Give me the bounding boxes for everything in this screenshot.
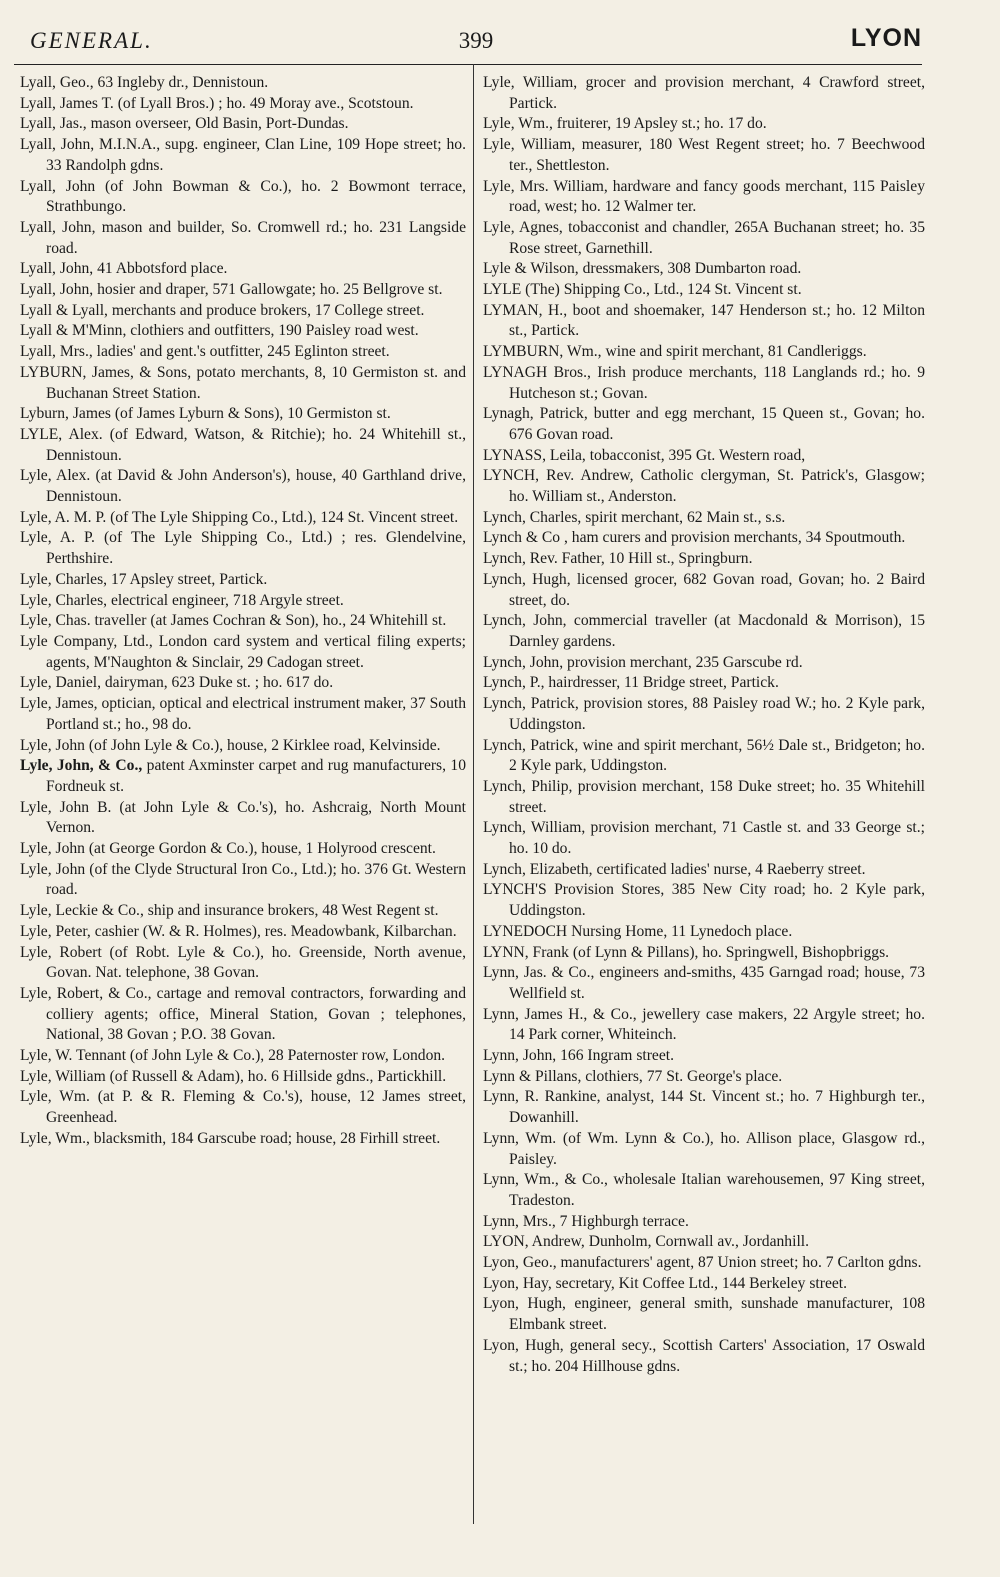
directory-entry xyxy=(20,259,466,280)
directory-entry xyxy=(483,694,925,735)
entry-text: Lyle, Alex. (at David & John Anderson's), house, 40 Garthland drive, Dennistoun. xyxy=(20,467,466,506)
entry-text: Lynch, Patrick, wine and spirit merchant, 56½ Dale st., Bridgeton; ho. 2 Kyle park, Uddingston. xyxy=(483,736,925,775)
entry-text: Lyle, Peter, cashier (W. & R. Holmes), res. Meadowbank, Kilbarchan. xyxy=(20,922,457,940)
entry-text: Lyle, Wm., fruiterer, 19 Apsley st.; ho. 17 do. xyxy=(483,115,767,133)
directory-entry xyxy=(483,1087,925,1128)
directory-entry xyxy=(20,114,466,135)
directory-entry xyxy=(483,963,925,1004)
directory-entry xyxy=(483,611,925,652)
directory-entry xyxy=(483,73,925,114)
entry-text: Lynn, Jas. & Co., engineers and-smiths, 435 Garngad road; house, 73 Wellfield st. xyxy=(483,964,925,1002)
entry-text: LYLE, Alex. (of Edward, Watson, & Ritchie); ho. 24 Whitehill st., Dennistoun. xyxy=(20,425,466,464)
directory-entry xyxy=(483,777,925,818)
directory-entry xyxy=(20,922,466,943)
directory-entry xyxy=(483,860,925,881)
directory-entry xyxy=(20,1129,466,1150)
entry-text: Lynn & Pillans, clothiers, 77 St. George's place. xyxy=(483,1067,783,1085)
entry-text: Lyle, Charles, 17 Apsley street, Partick. xyxy=(20,570,268,588)
entry-text: Lynn, John, 166 Ingram street. xyxy=(483,1047,674,1065)
directory-entry xyxy=(483,404,925,445)
header-section-title: GENERAL. xyxy=(30,28,153,53)
directory-entry xyxy=(20,611,466,632)
directory-entry xyxy=(20,1046,466,1067)
directory-entry xyxy=(483,653,925,674)
directory-entry xyxy=(20,673,466,694)
entry-text: Lyle, A. M. P. (of The Lyle Shipping Co., Ltd.), 124 St. Vincent street. xyxy=(20,508,459,526)
directory-entry xyxy=(20,528,466,569)
entry-text: Lynch, Philip, provision merchant, 158 Duke street; ho. 35 Whitehill street. xyxy=(483,777,925,816)
directory-entry xyxy=(483,1212,925,1233)
entry-text: Lyall, John, mason and builder, So. Cromwell rd.; ho. 231 Langside road. xyxy=(20,218,466,257)
directory-entry xyxy=(20,756,466,797)
entry-text: Lynch, Patrick, provision stores, 88 Paisley road W.; ho. 2 Kyle park, Uddingston. xyxy=(483,695,925,733)
entry-text: Lyall & Lyall, merchants and produce brokers, 17 College street. xyxy=(20,301,425,319)
directory-entry xyxy=(20,301,466,322)
entry-text: Lyle, Mrs. William, hardware and fancy goods merchant, 115 Paisley road, west; ho. 12 Walmer ter. xyxy=(483,177,925,216)
page-header xyxy=(30,22,922,62)
directory-entry xyxy=(20,404,466,425)
entry-text: Lyle, William, grocer and provision merchant, 4 Crawford street, Partick. xyxy=(483,74,925,112)
directory-entry xyxy=(483,1274,925,1295)
entry-text: LYNCH, Rev. Andrew, Catholic clergyman, St. Patrick's, Glasgow; ho. William st., Anderston. xyxy=(483,467,925,506)
header-rule xyxy=(14,64,922,65)
directory-entry xyxy=(483,259,925,280)
directory-entry xyxy=(483,1336,925,1377)
directory-entry xyxy=(483,1067,925,1088)
directory-entry xyxy=(20,363,466,404)
entry-text: Lyburn, James (of James Lyburn & Sons), 10 Germiston st. xyxy=(20,405,391,423)
directory-entry xyxy=(483,301,925,342)
entry-text: Lynch, William, provision merchant, 71 Castle st. and 33 George st.; ho. 10 do. xyxy=(483,819,925,858)
directory-entry xyxy=(20,1087,466,1128)
entry-text: Lyle, John (of John Lyle & Co.), house, 2 Kirklee road, Kelvinside. xyxy=(20,736,441,754)
left-column xyxy=(20,73,466,1150)
directory-entry xyxy=(483,673,925,694)
directory-entry xyxy=(483,446,925,467)
entry-text: Lyle, Leckie & Co., ship and insurance brokers, 48 West Regent st. xyxy=(20,902,439,920)
directory-entry xyxy=(20,425,466,466)
directory-entry xyxy=(20,901,466,922)
entry-text: Lyon, Hugh, general secy., Scottish Carters' Association, 17 Oswald st.; ho. 204 Hillhouse gdns. xyxy=(483,1336,925,1375)
entry-text: Lyle, Wm., blacksmith, 184 Garscube road; house, 28 Firhill street. xyxy=(20,1129,441,1147)
directory-entry xyxy=(483,880,925,921)
entry-text: Lynn, Wm. (of Wm. Lynn & Co.), ho. Allison place, Glasgow rd., Paisley. xyxy=(483,1129,925,1168)
directory-entry xyxy=(483,114,925,135)
entry-text: Lynch & Co , ham curers and provision merchants, 34 Spoutmouth. xyxy=(483,529,906,547)
directory-entry xyxy=(483,1129,925,1170)
entry-text: Lyall, John (of John Bowman & Co.), ho. 2 Bowmont terrace, Strathbungo. xyxy=(20,177,466,216)
entry-text: LYNCH'S Provision Stores, 385 New City road; ho. 2 Kyle park, Uddingston. xyxy=(483,881,925,920)
entry-text: LYNASS, Leila, tobacconist, 395 Gt. Western road, xyxy=(483,446,806,464)
entry-text: Lyon, Geo., manufacturers' agent, 87 Union street; ho. 7 Carlton gdns. xyxy=(483,1254,922,1272)
column-divider xyxy=(473,64,474,1524)
entry-text: Lyle, James, optician, optical and electrical instrument maker, 37 South Portland st.; ho., 98 do. xyxy=(20,695,466,733)
entry-text: Lyall, John, hosier and draper, 571 Gallowgate; ho. 25 Bellgrove st. xyxy=(20,281,443,299)
entry-text: Lynn, Mrs., 7 Highburgh terrace. xyxy=(483,1212,689,1230)
entry-text: LYLE (The) Shipping Co., Ltd., 124 St. Vincent st. xyxy=(483,281,802,299)
directory-entry xyxy=(483,528,925,549)
directory-entry xyxy=(483,342,925,363)
entry-text: Lynn, R. Rankine, analyst, 144 St. Vincent st.; ho. 7 Highburgh ter., Dowanhill. xyxy=(483,1088,925,1127)
entry-text: Lyall, John, 41 Abbotsford place. xyxy=(20,260,228,278)
directory-entry xyxy=(483,736,925,777)
directory-entry xyxy=(20,94,466,115)
directory-entry xyxy=(20,466,466,507)
entry-text: Lynch, Hugh, licensed grocer, 682 Govan road, Govan; ho. 2 Baird street, do. xyxy=(483,570,925,609)
directory-entry xyxy=(483,570,925,611)
directory-entry xyxy=(483,1294,925,1335)
entry-text: Lyle, William (of Russell & Adam), ho. 6 Hillside gdns., Partickhill. xyxy=(20,1067,447,1085)
entry-text: LYNAGH Bros., Irish produce merchants, 118 Langlands rd.; ho. 9 Hutcheson st.; Govan. xyxy=(483,363,925,402)
directory-entry xyxy=(20,839,466,860)
directory-entry xyxy=(483,1005,925,1046)
entry-text: Lynch, John, commercial traveller (at Macdonald & Morrison), 15 Darnley gardens. xyxy=(483,612,925,650)
page-number: 399 xyxy=(458,28,494,53)
directory-entry xyxy=(20,342,466,363)
entry-text: LYMAN, H., boot and shoemaker, 147 Henderson st.; ho. 12 Milton st., Partick. xyxy=(483,301,925,340)
entry-text: Lyall, Mrs., ladies' and gent.'s outfitter, 245 Eglinton street. xyxy=(20,343,390,361)
directory-entry xyxy=(483,508,925,529)
directory-entry xyxy=(483,818,925,859)
directory-entry xyxy=(483,1253,925,1274)
entry-text: Lyle, Wm. (at P. & R. Fleming & Co.'s), house, 12 James street, Greenhead. xyxy=(20,1088,466,1127)
directory-entry xyxy=(20,632,466,673)
entry-text: Lyall, James T. (of Lyall Bros.) ; ho. 49 Moray ave., Scotstoun. xyxy=(20,94,414,112)
directory-entry xyxy=(20,280,466,301)
directory-entry xyxy=(483,1232,925,1253)
entry-text: Lynch, P., hairdresser, 11 Bridge street, Partick. xyxy=(483,674,779,692)
entry-text: Lyle, Charles, electrical engineer, 718 Argyle street. xyxy=(20,591,344,609)
entry-text: Lynagh, Patrick, butter and egg merchant, 15 Queen st., Govan; ho. 676 Govan road. xyxy=(483,405,925,443)
entry-text: Lynch, John, provision merchant, 235 Garscube rd. xyxy=(483,653,803,671)
directory-entry xyxy=(483,218,925,259)
directory-entry xyxy=(483,922,925,943)
entry-text: Lynch, Rev. Father, 10 Hill st., Springburn. xyxy=(483,550,753,568)
directory-entry xyxy=(483,363,925,404)
directory-entry xyxy=(20,736,466,757)
entry-text: Lyle Company, Ltd., London card system and vertical filing experts; agents, M'Naughton & Sinclair, 29 Cadogan street. xyxy=(20,632,466,671)
directory-entry xyxy=(483,280,925,301)
directory-entry xyxy=(20,73,466,94)
entry-text: Lynch, Elizabeth, certificated ladies' nurse, 4 Raeberry street. xyxy=(483,860,866,878)
directory-entry xyxy=(20,177,466,218)
directory-entry xyxy=(483,466,925,507)
entry-text: Lyall, Geo., 63 Ingleby dr., Dennistoun. xyxy=(20,74,269,91)
entry-text: LYMBURN, Wm., wine and spirit merchant, 81 Candleriggs. xyxy=(483,343,867,361)
entry-text: patent Axminster carpet and rug manufacturers, 10 Fordneuk st. xyxy=(46,757,466,795)
entry-text: Lyle, John B. (at John Lyle & Co.'s), ho. Ashcraig, North Mount Vernon. xyxy=(20,798,466,837)
directory-entry xyxy=(483,943,925,964)
directory-entry xyxy=(20,860,466,901)
entry-text: Lyall, Jas., mason overseer, Old Basin, Port-Dundas. xyxy=(20,115,349,133)
entry-text: Lyle, Robert, & Co., cartage and removal contractors, forwarding and colliery agents; office, Mineral Station, Govan ; telephones, National, 38 Govan ; P.O. 38 Govan. xyxy=(20,984,466,1044)
directory-entry xyxy=(20,218,466,259)
entry-text: Lyle, John (at George Gordon & Co.), house, 1 Holyrood crescent. xyxy=(20,840,436,858)
entry-text: Lyall, John, M.I.N.A., supg. engineer, Clan Line, 109 Hope street; ho. 33 Randolph gdns. xyxy=(20,136,466,174)
directory-entry xyxy=(20,591,466,612)
right-column xyxy=(483,73,925,1377)
entry-text: LYON, Andrew, Dunholm, Cornwall av., Jordanhill. xyxy=(483,1233,810,1251)
directory-entry xyxy=(483,177,925,218)
entry-text: Lyon, Hay, secretary, Kit Coffee Ltd., 144 Berkeley street. xyxy=(483,1274,848,1292)
directory-entry xyxy=(20,694,466,735)
entry-text: Lyle & Wilson, dressmakers, 308 Dumbarton road. xyxy=(483,260,802,278)
entry-text: Lyle, John (of the Clyde Structural Iron Co., Ltd.); ho. 376 Gt. Western road. xyxy=(20,860,466,899)
entry-text: LYNEDOCH Nursing Home, 11 Lynedoch place. xyxy=(483,922,793,940)
entry-text: Lynn, James H., & Co., jewellery case makers, 22 Argyle street; ho. 14 Park corner, Whiteinch. xyxy=(483,1005,925,1044)
entry-text: Lyle, Agnes, tobacconist and chandler, 265A Buchanan street; ho. 35 Rose street, Garnethill. xyxy=(483,218,925,257)
entry-text: Lyall & M'Minn, clothiers and outfitters, 190 Paisley road west. xyxy=(20,322,419,340)
directory-entry xyxy=(20,798,466,839)
entry-text: Lyle, Chas. traveller (at James Cochran & Son), ho., 24 Whitehill st. xyxy=(20,612,447,630)
header-running-head: LYON xyxy=(850,24,922,52)
directory-entry xyxy=(483,549,925,570)
entry-text: Lyle, Daniel, dairyman, 623 Duke st. ; ho. 617 do. xyxy=(20,674,334,692)
directory-entry xyxy=(483,1046,925,1067)
entry-text: LYNN, Frank (of Lynn & Pillans), ho. Springwell, Bishopbriggs. xyxy=(483,943,890,961)
entry-text: Lyle, Robert (of Robt. Lyle & Co.), ho. Greenside, North avenue, Govan. Nat. telephone, 38 Govan. xyxy=(20,943,466,982)
directory-entry xyxy=(20,1067,466,1088)
entry-text: LYBURN, James, & Sons, potato merchants, 8, 10 Germiston st. and Buchanan Street Station. xyxy=(20,363,466,402)
entry-text: Lyle, A. P. (of The Lyle Shipping Co., Ltd.) ; res. Glendelvine, Perthshire. xyxy=(20,529,466,568)
directory-entry xyxy=(20,135,466,176)
entry-text: Lynn, Wm., & Co., wholesale Italian warehousemen, 97 King street, Tradeston. xyxy=(483,1171,925,1209)
entry-text: Lyle, William, measurer, 180 West Regent street; ho. 7 Beechwood ter., Shettleston. xyxy=(483,136,925,174)
entry-bold-name: Lyle, John, & Co., xyxy=(20,757,143,775)
entry-text: Lyon, Hugh, engineer, general smith, sunshade manufacturer, 108 Elmbank street. xyxy=(483,1295,925,1334)
directory-entry xyxy=(483,1170,925,1211)
entry-text: Lyle, W. Tennant (of John Lyle & Co.), 28 Paternoster row, London. xyxy=(20,1047,446,1065)
directory-entry xyxy=(20,943,466,984)
directory-entry xyxy=(20,321,466,342)
directory-entry xyxy=(20,508,466,529)
directory-entry xyxy=(483,135,925,176)
directory-entry xyxy=(20,570,466,591)
entry-text: Lynch, Charles, spirit merchant, 62 Main st., s.s. xyxy=(483,508,786,526)
directory-entry xyxy=(20,984,466,1046)
